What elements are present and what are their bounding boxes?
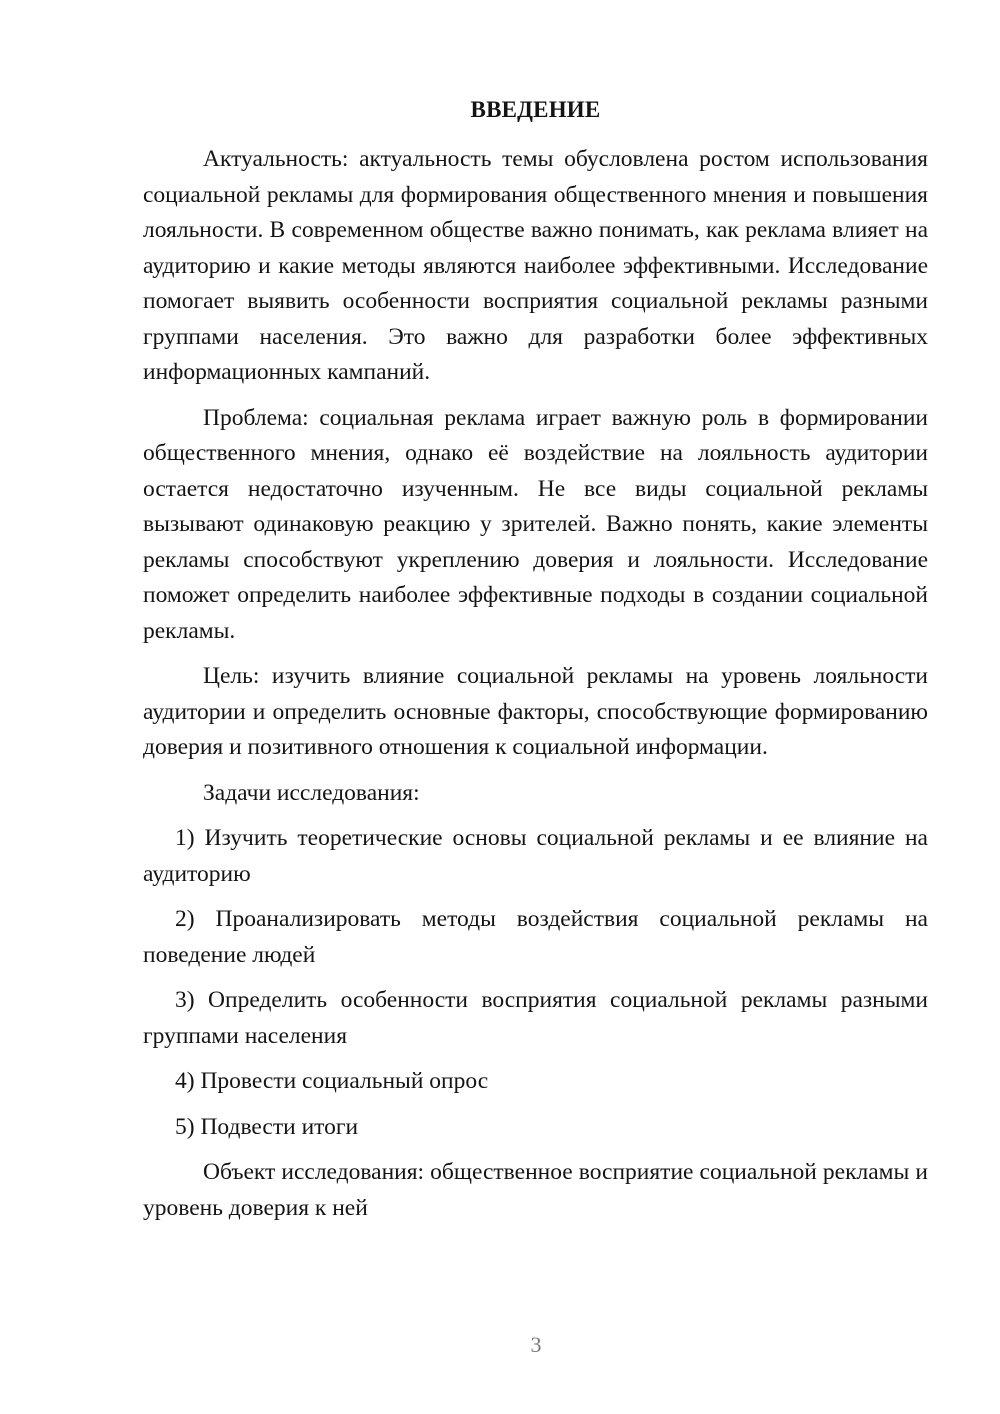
task-item-3: 3) Определить особенности восприятия социальной рекламы разными группами населения [143,987,928,1049]
task-item-1: 1) Изучить теоретические основы социальной рекламы и ее влияние на аудиторию [143,825,928,887]
tasks-heading: Задачи исследования: [203,779,420,806]
section-title: ВВЕДЕНИЕ [470,97,601,122]
task-item-2: 2) Проанализировать методы воздействия социальной рекламы на поведение людей [143,906,928,968]
relevance-paragraph: Актуальность: актуальность темы обусловлена ростом использования социальной рекламы для формирования общественного мнения и повышения лояльности. В современном обществе важно понимать, как реклама влияет на аудиторию и какие методы являются наиболее эффективными. Исследование помогает выявить особенности восприятия социальной рекламы разными группами населения. Это важно для разработки более эффективных информационных кампаний. [143,146,928,385]
problem-paragraph: Проблема: социальная реклама играет важную роль в формировании общественного мнения, однако её воздействие на лояльность аудитории остается недостаточно изученным. Не все виды социальной рекламы вызывают одинаковую реакцию у зрителей. Важно понять, какие элементы рекламы способствуют укреплению доверия и лояльности. Исследование поможет определить наиболее эффективные подходы в создании социальной рекламы. [143,404,928,644]
object-paragraph: Объект исследования: общественное восприятие социальной рекламы и уровень доверия к ней [143,1159,928,1221]
page-content [143,94,928,1236]
task-item-4: 4) Провести социальный опрос [175,1068,489,1094]
page-number: 3 [530,1332,542,1357]
goal-paragraph: Цель: изучить влияние социальной рекламы на уровень лояльности аудитории и определить основные факторы, способствующие формированию доверия и позитивного отношения к социальной информации. [143,663,928,760]
task-item-5: 5) Подвести итоги [175,1113,359,1140]
